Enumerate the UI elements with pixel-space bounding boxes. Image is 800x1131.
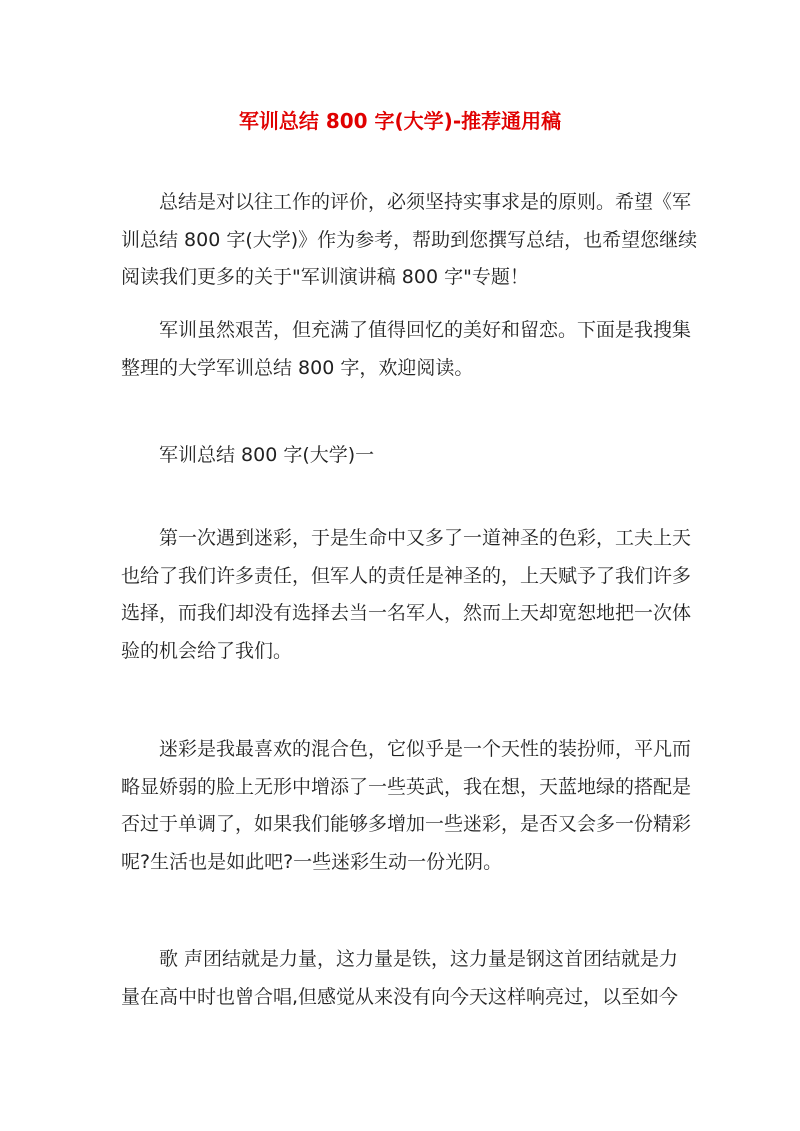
text-line: 呢?生活也是如此吧?一些迷彩生动一份光阴。 [121, 850, 503, 873]
body-paragraph [121, 941, 681, 1016]
text-line: 军训总结 800 字(大学)一 [159, 444, 375, 466]
text-line: 训总结 800 字(大学)》作为参考，帮助到您撰写总结，也希望您继续 [121, 228, 698, 251]
text-line: 总结是对以往工作的评价，必须坚持实事求是的原则。希望《军 [159, 191, 692, 213]
body-paragraph [121, 731, 692, 881]
text-line: 阅读我们更多的关于"军训演讲稿 800 字"专题！ [121, 266, 529, 288]
body-paragraph [121, 520, 692, 670]
section-heading [121, 437, 681, 475]
text-line: 整理的大学军训总结 800 字，欢迎阅读。 [121, 356, 474, 379]
text-line: 歌 声团结就是力量，这力量是铁，这力量是钢这首团结就是力 [159, 948, 679, 970]
intro-paragraph [121, 184, 698, 297]
text-line: 迷彩是我最喜欢的混合色，它似乎是一个天性的装扮师，平凡而 [159, 738, 692, 760]
text-line: 也给了我们许多责任，但军人的责任是神圣的，上天赋予了我们许多 [121, 564, 692, 587]
text-line: 否过于单调了，如果我们能够多增加一些迷彩，是否又会多一份精彩 [121, 813, 692, 835]
text-line: 量在高中时也曾合唱,但感觉从来没有向今天这样响亮过，以至如今 [121, 985, 679, 1008]
preface-paragraph [121, 312, 692, 387]
text-line: 略显娇弱的脸上无形中增添了一些英武，我在想，天蓝地绿的搭配是 [121, 775, 692, 798]
text-line: 第一次遇到迷彩，于是生命中又多了一道神圣的色彩，工夫上天 [159, 527, 692, 549]
text-line: 验的机会给了我们。 [121, 639, 293, 662]
text-line: 军训虽然艰苦，但充满了值得回忆的美好和留恋。下面是我搜集 [159, 319, 692, 341]
text-line: 选择，而我们却没有选择去当一名军人，然而上天却宽恕地把一次体 [121, 602, 692, 624]
document-title: 军训总结 800 字(大学)-推荐通用稿 [238, 109, 562, 133]
